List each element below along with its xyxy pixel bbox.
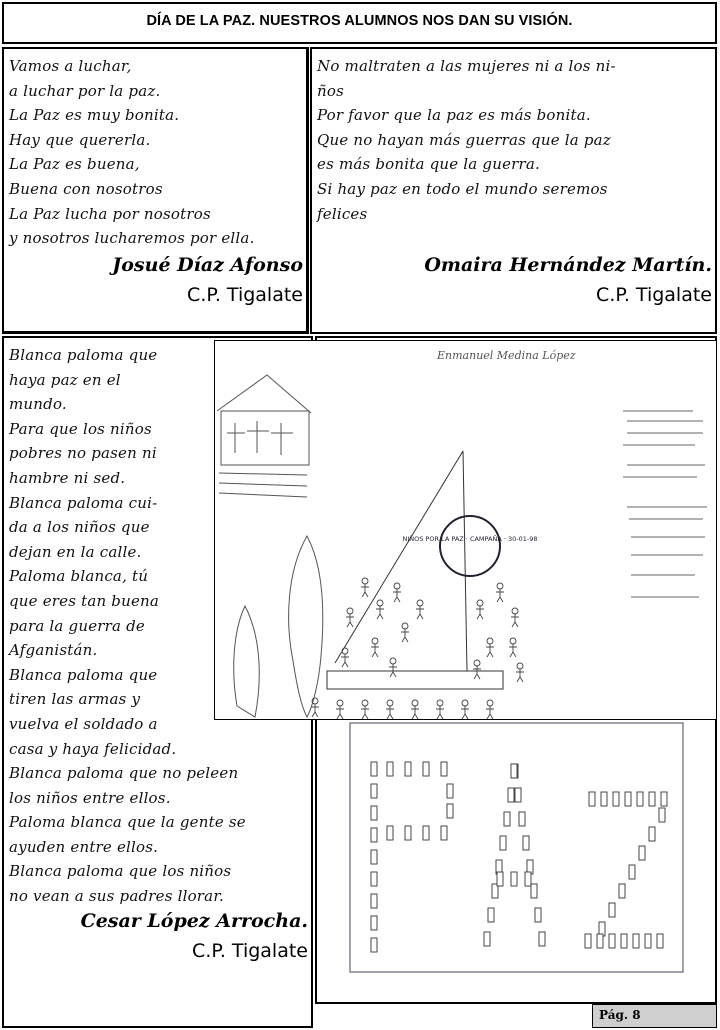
candle-icon [645,934,651,948]
candle-icon [625,792,631,806]
candle-icon [371,784,377,798]
stick-figure [402,623,408,629]
poem-line: Afganistán. [9,641,98,660]
candle-icon [488,908,494,922]
stick-figure [497,583,503,589]
candle-icon [371,828,377,842]
page-number: Pág. 8 [599,1008,641,1022]
page-header [2,2,717,44]
stick-figure-body [336,706,344,719]
stick-figure-body [473,666,481,679]
stick-figure-body [386,706,394,719]
stick-figure-body [486,706,494,719]
candle-icon [525,872,531,886]
poem-line: La Paz es buena, [9,155,140,174]
poem-line: hambre ni sed. [9,468,126,487]
poem-line: Blanca paloma cui- [9,493,158,512]
stick-figure-body [401,629,409,642]
poem-line: Blanca paloma que los niños [9,862,232,881]
stick-figure [394,583,400,589]
poem-line: ños [317,81,344,100]
poem-line: pobres no pasen ni [9,444,157,463]
trees-sketch [234,536,323,717]
poem-line: La Paz lucha por nosotros [9,204,211,223]
stick-figure [512,608,518,614]
stick-figure-body [311,704,319,717]
scribble-notes [623,411,707,597]
candle-icon [657,934,663,948]
stick-figure-body [461,706,469,719]
poem-line: Si hay paz en todo el mundo seremos [317,179,608,198]
candles-paz-drawing [349,722,684,974]
candle-icon [441,826,447,840]
poem-line: tiren las armas y [9,690,141,709]
stick-figure [510,638,516,644]
candle-icon [535,908,541,922]
triangle-sail [327,451,503,689]
candle-icon [637,792,643,806]
poem-line: dejan en la calle. [9,542,142,561]
stick-figure-body [436,706,444,719]
poem-line: haya paz en el [9,370,121,389]
stick-figure-body [411,706,419,719]
candle-icon [371,894,377,908]
candle-icon [405,826,411,840]
poem-line: los niños entre ellos. [9,788,171,807]
poem-box-2 [310,47,717,334]
candle-icon [423,762,429,776]
candle-icon [387,826,393,840]
stick-figure [477,600,483,606]
poem-line: No maltraten a las mujeres ni a los ni- [317,57,616,75]
stick-figure [377,600,383,606]
candle-icon [371,916,377,930]
stick-figure-body [376,606,384,619]
candle-icon [639,846,645,860]
stick-figure [347,608,353,614]
candle-icon [371,938,377,952]
stick-figure [390,658,396,664]
poem-line: Hay que quererla. [9,130,151,149]
stick-figure-body [486,644,494,657]
candle-icon [441,762,447,776]
stick-figure-body [361,706,369,719]
candle-icon [497,872,503,886]
candle-icon [508,788,514,802]
stick-figure-body [416,606,424,619]
stick-figure [342,648,348,654]
candle-icon [649,827,655,841]
stick-figure-body [476,606,484,619]
stick-figure-body [496,589,504,602]
poem-1-author: Josué Díaz Afonso [112,254,303,276]
stick-figure [412,700,418,706]
stick-figure [362,700,368,706]
stick-figure [487,700,493,706]
poem-line: Paloma blanca, tú [9,567,149,586]
candle-icon [649,792,655,806]
poem-1-lines [9,54,255,251]
stick-figure [462,700,468,706]
candle-icon [619,884,625,898]
house-sketch [217,375,311,497]
stick-figure-body [361,584,369,597]
poem-line: Que no hayan más guerras que la paz [317,130,611,149]
candle-icon [484,932,490,946]
poem-2-lines [317,54,616,226]
candle-icon [447,804,453,818]
stick-figure [517,663,523,669]
poem-line: para la guerra de [9,616,146,635]
candle-icon [585,934,591,948]
poem-1-school: C.P. Tigalate [187,284,303,306]
candle-icon [589,792,595,806]
poem-line: y nosotros lucharemos por ella. [9,229,255,248]
stick-figure-body [516,669,524,682]
stick-figure-body [509,644,517,657]
candle-icon [609,934,615,948]
candle-icon [613,792,619,806]
candle-icon [500,836,506,850]
poem-line: no vean a sus padres llorar. [9,887,225,906]
candle-icon [629,865,635,879]
stick-figure-body [393,589,401,602]
stick-figure [474,660,480,666]
stick-figure [387,700,393,706]
stick-figure [362,578,368,584]
candle-icon [447,784,453,798]
poem-line: Paloma blanca que la gente se [9,813,246,832]
candle-icon [387,762,393,776]
poem-2-school: C.P. Tigalate [596,284,712,306]
stick-figure [417,600,423,606]
candle-icon [371,762,377,776]
stick-figure-body [346,614,354,627]
candle-icon [504,812,510,826]
candle-icon [659,808,665,822]
candle-icon [531,884,537,898]
poem-line: vuelva el soldado a [9,714,158,733]
poem-line: La Paz es muy bonita. [9,106,180,125]
poem-3-school: C.P. Tigalate [192,940,308,962]
poem-line: Blanca paloma que [9,346,158,364]
peace-stamp [402,516,537,576]
peace-drawing [214,340,717,720]
poem-3-lines [9,343,246,909]
candle-icon [423,826,429,840]
candle-icon [511,764,517,778]
stamp-text: NIÑOS POR LA PAZ · CAMPAÑA · 30-01-98 [402,535,538,543]
poem-line: que eres tan buena [9,591,160,610]
poem-line: Vamos a luchar, [9,57,132,75]
page-title: DÍA DE LA PAZ. NUESTROS ALUMNOS NOS DAN SU VISIÓN. [146,13,573,29]
poem-line: mundo. [9,395,67,414]
stick-figures [311,578,524,719]
poem-line: Por favor que la paz es más bonita. [317,106,591,125]
poem-line: ayuden entre ellos. [9,837,159,856]
candle-icon [523,836,529,850]
poem-line: felices [317,204,368,223]
candle-icon [519,812,525,826]
candle-icon [515,788,521,802]
poem-line: es más bonita que la guerra. [317,155,541,174]
stick-figure [487,638,493,644]
poem-line: casa y haya felicidad. [9,739,177,758]
candle-icon [371,872,377,886]
stick-figure [372,638,378,644]
stick-figure-body [511,614,519,627]
poem-3-author: Cesar López Arrocha. [80,910,308,932]
poem-box-1 [2,47,309,334]
candle-icon [371,850,377,864]
stick-figure [337,700,343,706]
candle-icon [633,934,639,948]
candle-icon [601,792,607,806]
poem-line: da a los niños que [9,518,150,537]
drawing-signature: Enmanuel Medina López [437,349,576,362]
candle-icon [661,792,667,806]
candle-icon [597,934,603,948]
page-number-tag [592,1004,717,1028]
poem-line: a luchar por la paz. [9,81,161,100]
stick-figure-body [341,654,349,667]
poem-line: Blanca paloma que [9,665,158,684]
stick-figure-body [371,644,379,657]
poem-line: Buena con nosotros [9,179,163,198]
candle-icon [405,762,411,776]
candle-icon [539,932,545,946]
stick-figure [437,700,443,706]
poem-2-author: Omaira Hernández Martín. [424,254,712,276]
poem-line: Blanca paloma que no peleen [9,764,239,783]
candle-icon [609,903,615,917]
candle-icon [621,934,627,948]
candle-icon [511,872,517,886]
poem-line: Para que los niños [9,419,152,438]
candle-icon [371,806,377,820]
